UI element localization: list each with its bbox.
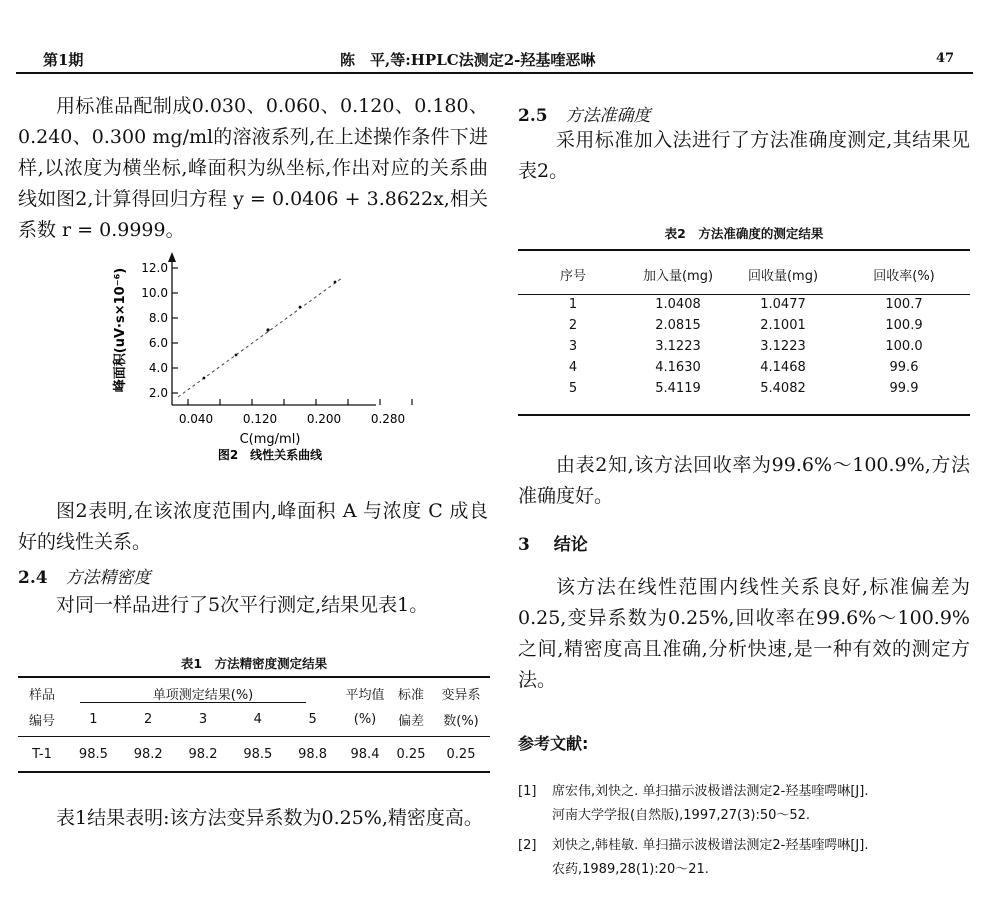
section-number: 2.5 [518,106,548,126]
table2-cell: 100.9 [885,318,923,333]
table1-caption: 表1 方法精密度测定结果 [180,656,328,671]
table1-header-col: 5 [308,712,317,728]
table1-header-single: 单项测定结果(%) [152,687,254,703]
table1-cell: T-1 [32,746,52,762]
y-tick-label: 6.0 [148,336,168,350]
table1-cell: 98.4 [350,746,380,762]
references-heading: 参考文献: [518,734,589,753]
x-tick-label: 0.200 [306,412,342,426]
section-number: 3 [518,535,530,555]
table1-header-sd-unit: 偏差 [397,714,424,730]
paragraph-accuracy: 采用标准加入法进行了方法准确度测定,其结果见表2。 [518,129,970,182]
x-tick-label: 0.040 [178,412,214,426]
table-row [518,378,970,399]
paragraph-recovery: 由表2知,该方法回收率为99.6%～100.9%,方法准确度好。 [518,454,970,507]
data-point [203,377,206,380]
table2 [518,256,970,399]
table-row [518,294,970,315]
data-point [266,328,269,331]
reference-text: 席宏伟,刘快之. 单扫描示波极谱法测定2-羟基喹㗁啉[J]. [552,784,869,799]
section-3-heading [518,530,588,555]
table1-top-rule [18,676,490,678]
section-2-4-heading [18,563,151,588]
reference-text: 河南大学学报(自然版),1997,27(3):50～52. [552,808,811,823]
y-axis-label: 峰面积(uV·s×10⁻⁶) [113,267,128,393]
issue-label: 第1期 [43,51,84,69]
table2-header: 回收量(mg) [747,269,819,285]
table1-header-sample: 样品 [28,687,55,703]
accuracy-paragraph-wrap [518,125,970,187]
table-row [518,357,970,378]
table1-cell: 98.5 [78,746,108,762]
section-number: 2.4 [18,568,48,588]
table2-header: 回收率(%) [873,269,935,285]
table1-cell: 98.2 [188,746,218,762]
table1-header-sample-no: 编号 [28,714,55,730]
table2-cell: 2 [568,318,578,333]
paragraph-table1-conclusion: 表1结果表明:该方法变异系数为0.25%,精密度高。 [56,807,483,829]
y-tick-label: 2.0 [148,386,168,400]
y-axis-arrow [168,252,176,262]
reference-text: 农药,1989,28(1):20～21. [552,862,709,877]
table2-cell: 4 [568,360,578,375]
precision-paragraph-wrap [18,590,488,621]
table1-header-cv: 变异系 [441,687,481,703]
table2-cell: 1.0408 [655,297,701,313]
table2-top-rule [518,249,970,251]
x-tick-label: 0.280 [370,412,406,426]
table2-cell: 2.0815 [655,318,701,333]
data-point [235,354,238,357]
table2-cell: 1 [568,297,578,313]
table2-cell: 99.9 [889,381,919,396]
data-point [334,281,337,284]
y-tick-label: 12.0 [141,261,168,275]
table1-header-sd: 标准 [397,687,424,703]
y-tick-label: 4.0 [148,361,168,375]
section-title: 方法精密度 [65,568,151,588]
x-axis-label: C(mg/ml) [239,432,301,447]
table2-cell: 2.1001 [760,318,806,333]
header-rule [16,72,973,74]
y-tick-label: 8.0 [148,311,168,325]
table2-cell: 4.1468 [760,360,806,375]
table1-cell: 0.25 [396,746,426,762]
conclusion-paragraph-wrap [518,572,970,696]
page-number: 47 [936,51,955,66]
table2-bottom-rule [518,414,970,416]
table1 [18,682,490,772]
table2-cell: 5.4082 [760,381,806,396]
paragraph-precision: 对同一样品进行了5次平行测定,结果见表1。 [56,594,429,616]
paragraph-figure-conclusion: 图2表明,在该浓度范围内,峰面积 A 与浓度 C 成良好的线性关系。 [18,500,488,553]
table1-header-cv-unit: 数(%) [443,714,479,730]
data-point [299,306,302,309]
table1-header-mean-unit: (%) [353,712,377,728]
running-title: 陈 平,等:HPLC法测定2-羟基喹恶啉 [340,51,596,69]
table2-cell: 3.1223 [760,339,806,354]
table1-header-col: 2 [144,712,153,728]
table2-caption: 表2 方法准确度的测定结果 [664,226,824,241]
reference-text: 刘快之,韩桂敏. 单扫描示波极谱法测定2-羟基喹㗁啉[J]. [552,838,869,853]
table2-header: 序号 [559,269,586,285]
table2-header: 加入量(mg) [642,269,714,285]
recovery-paragraph-wrap [518,450,970,512]
left-column [18,91,488,246]
paragraph-conclusion: 该方法在线性范围内线性关系良好,标准偏差为0.25,变异系数为0.25%,回收率在99.6%～100.9%之间,精密度高且准确,分析快速,是一种有效的测定方法。 [518,576,970,691]
table2-cell: 3.1223 [655,339,701,354]
table1-cell: 98.8 [298,746,328,762]
table1-cell: 98.2 [133,746,163,762]
table1-header-col: 3 [198,712,208,728]
table1-header-mean: 平均值 [345,687,385,703]
table2-cell: 100.0 [885,339,923,354]
table1-conclusion-wrap [18,803,488,834]
table1-bottom-rule [18,771,490,773]
regression-line [178,278,342,397]
reference-number: [2] [518,838,537,853]
table1-cell: 0.25 [446,746,476,762]
left-column-lower [18,496,488,558]
section-title: 方法准确度 [565,106,651,126]
table1-header-col: 4 [253,712,262,728]
table2-cell: 4.1630 [655,360,701,375]
table1-cell: 98.5 [243,746,273,762]
table-row [518,315,970,336]
table2-cell: 3 [568,339,578,354]
table2-cell: 5 [568,381,578,396]
figure-caption: 图2 线性关系曲线 [217,448,323,462]
reference-number: [1] [518,784,537,799]
figure-linearity-chart [100,250,406,470]
y-tick-label: 10.0 [141,286,168,300]
section-title: 结论 [553,535,588,555]
table2-cell: 1.0477 [760,297,806,313]
reference-item [518,834,978,882]
paragraph-linearity: 用标准品配制成0.030、0.060、0.120、0.180、0.240、0.300 mg/ml的溶液系列,在上述操作条件下进样,以浓度为横坐标,峰面积为纵坐标,作出对应的关系曲线如图2,计算得回归方程 y = 0.0406 + 3.8622x,相关系数 r = 0.9999。 [18,95,488,241]
x-tick-label: 0.120 [242,412,278,426]
table2-cell: 100.7 [885,297,923,313]
section-2-5-heading [518,101,651,126]
table2-cell: 5.4119 [655,381,701,396]
table1-header-col: 1 [89,712,98,728]
reference-item [518,780,978,828]
table-row [518,336,970,357]
table2-cell: 99.6 [889,360,919,375]
reference-list [518,780,978,882]
